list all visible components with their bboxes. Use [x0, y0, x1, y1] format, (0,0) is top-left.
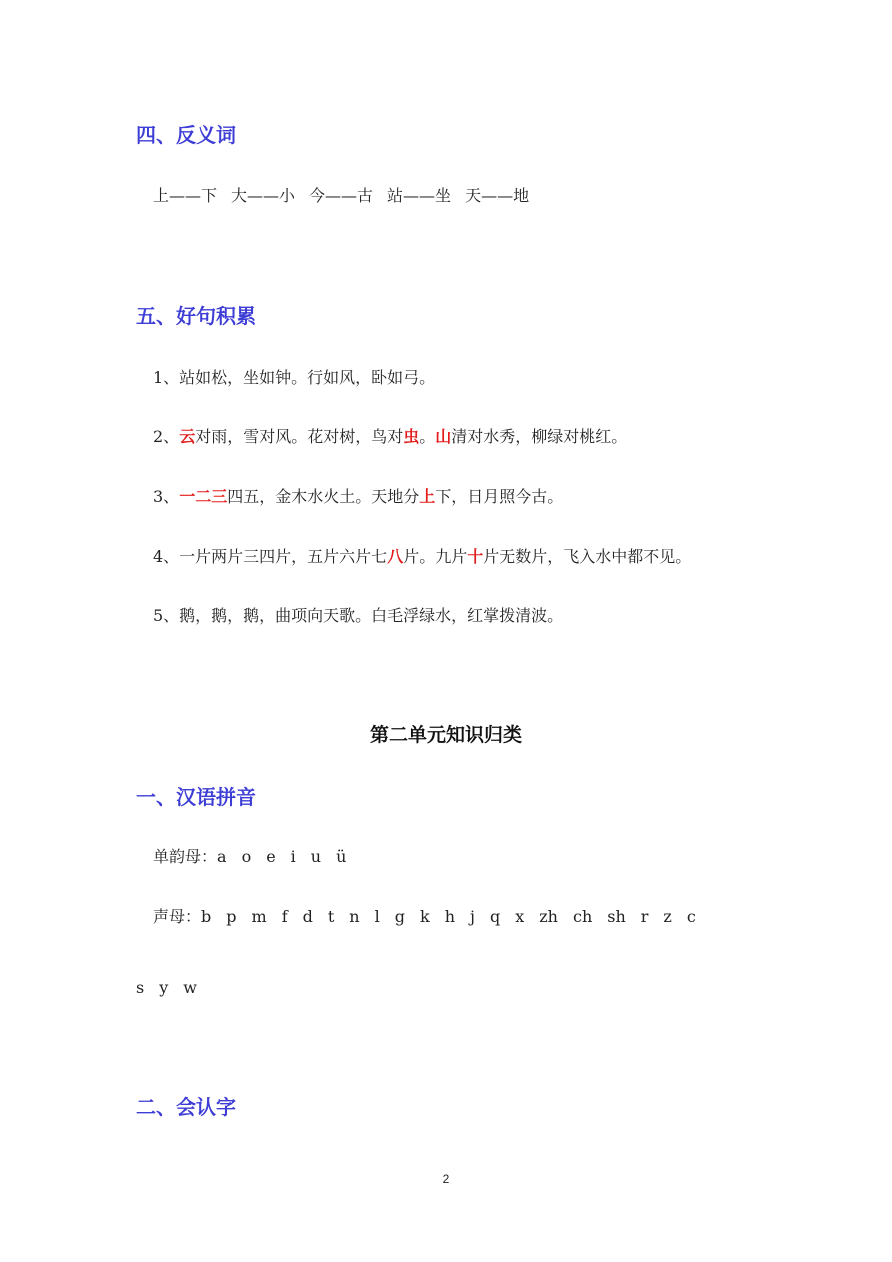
highlighted-character: 虫	[403, 427, 420, 446]
consonant-letter: x	[515, 907, 525, 926]
consonants-row-continued	[136, 977, 212, 999]
sentence-text: 四五，金木水火土。天地分	[227, 487, 420, 506]
antonym-pair: 站——坐	[387, 186, 452, 205]
consonant-letter: y	[159, 978, 169, 997]
highlighted-character: 一二三	[179, 487, 228, 506]
consonant-letter: c	[686, 907, 696, 926]
antonym-pair: 天——地	[465, 186, 530, 205]
highlighted-character: 十	[467, 547, 484, 566]
consonant-letter: sh	[607, 907, 626, 926]
consonant-letter: d	[302, 907, 313, 926]
consonant-letter: r	[640, 907, 649, 926]
consonant-letter: z	[663, 907, 672, 926]
section-heading-good-sentences: 五、好句积累	[136, 304, 256, 328]
consonant-letter: f	[281, 907, 288, 926]
consonant-letter: m	[251, 907, 267, 926]
sentence-text: 。	[419, 427, 436, 446]
highlighted-character: 上	[419, 487, 436, 506]
single-vowels-label: 单韵母：	[153, 847, 218, 866]
consonants-label: 声母：	[153, 907, 202, 926]
consonant-letter: q	[489, 907, 501, 926]
antonym-list	[153, 185, 543, 207]
vowel-letter: e	[266, 847, 276, 866]
sentence-text: 2、	[153, 427, 180, 446]
vowel-letter: o	[241, 847, 252, 866]
consonant-letter: g	[394, 907, 405, 926]
consonant-letter: ch	[572, 907, 593, 926]
sentence-line	[153, 426, 627, 448]
section-heading-recognize-characters: 二、会认字	[136, 1095, 236, 1119]
antonym-pair: 今——古	[309, 186, 374, 205]
consonant-letter: t	[327, 907, 335, 926]
sentence-text: 4、一片两片三四片，五片六片七	[153, 547, 388, 566]
sentence-text: 5、鹅，鹅，鹅，曲项向天歌。白毛浮绿水，红掌拨清波。	[153, 606, 564, 625]
sentence-text: 片无数片，飞入水中都不见。	[483, 547, 692, 566]
sentence-text: 3、	[153, 487, 180, 506]
sentence-text: 清对水秀，柳绿对桃红。	[451, 427, 628, 446]
sentence-line	[153, 486, 563, 508]
sentence-text: 对雨，雪对风。花对树，鸟对	[195, 427, 404, 446]
antonym-pair: 上——下	[153, 186, 218, 205]
consonant-letter: l	[374, 907, 380, 926]
highlighted-character: 云	[179, 427, 196, 446]
vowel-letter: u	[310, 847, 322, 866]
section-heading-antonyms: 四、反义词	[136, 123, 236, 147]
consonant-letter: n	[349, 907, 360, 926]
consonant-letter: k	[419, 907, 430, 926]
section-heading-pinyin: 一、汉语拼音	[136, 785, 256, 809]
consonant-letter: zh	[539, 907, 558, 926]
vowel-letter: ü	[336, 847, 347, 866]
sentence-text: 1、站如松，坐如钟。行如风，卧如弓。	[153, 368, 436, 387]
consonant-letter: j	[470, 907, 475, 926]
single-vowels-row	[153, 846, 361, 868]
consonant-letter: s	[136, 978, 145, 997]
sentence-line	[153, 367, 435, 389]
consonant-letter: h	[444, 907, 455, 926]
vowel-letter: i	[290, 847, 296, 866]
consonant-letter: b	[201, 907, 212, 926]
antonym-pair: 大——小	[231, 186, 296, 205]
unit-title: 第二单元知识归类	[369, 724, 522, 746]
page-number: 2	[442, 1172, 450, 1186]
highlighted-character: 八	[387, 547, 404, 566]
consonants-row	[153, 906, 711, 928]
consonant-letter: p	[226, 907, 237, 926]
sentence-text: 下，日月照今古。	[435, 487, 564, 506]
sentence-line	[153, 546, 691, 568]
sentence-text: 片。九片	[403, 547, 468, 566]
consonant-letter: w	[183, 978, 197, 997]
sentence-line	[153, 605, 563, 627]
vowel-letter: a	[217, 847, 227, 866]
highlighted-character: 山	[435, 427, 452, 446]
